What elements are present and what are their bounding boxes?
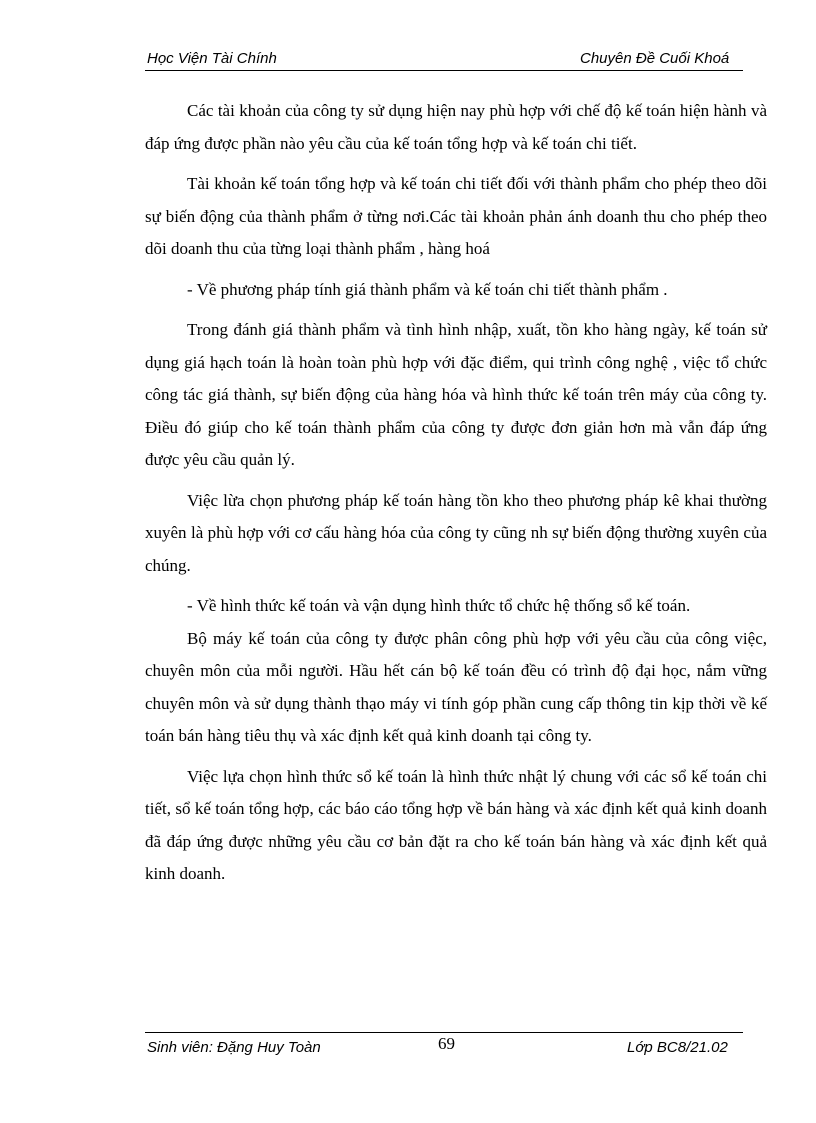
header-divider (145, 70, 743, 71)
body-text (145, 95, 767, 899)
paragraph: Bộ máy kế toán của công ty được phân công phù hợp với yêu cầu của công việc, chuyên môn của mỗi người. Hầu hết cán bộ kế toán đều có trình độ đại học, nắm vững chuyên môn và sử dụng thành thạo máy vi tính góp phần cung cấp thông tin kịp thời về kế toán bán hàng tiêu thụ và xác định kết quả kinh doanh tại công ty. (145, 628, 767, 745)
footer-student: Sinh viên: Đặng Huy Toàn (147, 1039, 321, 1056)
paragraph: Tài khoản kế toán tổng hợp và kế toán chi tiết đối với thành phẩm cho phép theo dõi sự biến động của thành phẩm ở từng nơi.Các tài khoản phản ánh doanh thu cho phép theo dõi doanh thu của từng loại thành phẩm , hàng hoá (145, 174, 767, 258)
footer-divider (145, 1032, 743, 1033)
header-institution: Học Viện Tài Chính (147, 50, 277, 67)
paragraph: Việc lựa chọn hình thức sổ kế toán là hình thức nhật lý chung với các sổ kế toán chi tiết, sổ kế toán tổng hợp, các báo cáo tổng hợp về bán hàng và xác định kết quả kinh doanh đã đáp ứng được những yêu cầu cơ bản đặt ra cho kế toán bán hàng và xác định kết quả kinh doanh. (145, 766, 767, 883)
paragraph: - Về hình thức kế toán và vận dụng hình thức tổ chức hệ thống sổ kế toán. (187, 596, 691, 615)
paragraph: Các tài khoản của công ty sử dụng hiện nay phù hợp với chế độ kế toán hiện hành và đáp ứng được phần nào yêu cầu của kế toán tổng hợp và kế toán chi tiết. (145, 101, 767, 153)
paragraph: Trong đánh giá thành phẩm và tình hình nhập, xuất, tồn kho hàng ngày, kế toán sử dụng giá hạch toán là hoàn toàn phù hợp với đặc điểm, qui trình công nghệ , việc tổ chức công tác giá thành, sự biến động của hàng hóa và hình thức kế toán trên máy của công ty. Điều đó giúp cho kế toán thành phẩm của công ty được đơn giản hơn mà vẫn đáp ứng được yêu cầu quản lý. (145, 320, 767, 469)
footer-class: Lớp BC8/21.02 (627, 1039, 728, 1056)
page-number: 69 (438, 1034, 455, 1053)
header-title: Chuyên Đề Cuối Khoá (580, 50, 730, 67)
paragraph: - Về phương pháp tính giá thành phẩm và kế toán chi tiết thành phẩm . (187, 279, 668, 299)
paragraph: Việc lừa chọn phương pháp kế toán hàng tồn kho theo phương pháp kê khai thường xuyên là phù hợp với cơ cấu hàng hóa của công ty cũng nh sự biến động thường xuyên của chúng. (145, 490, 767, 575)
